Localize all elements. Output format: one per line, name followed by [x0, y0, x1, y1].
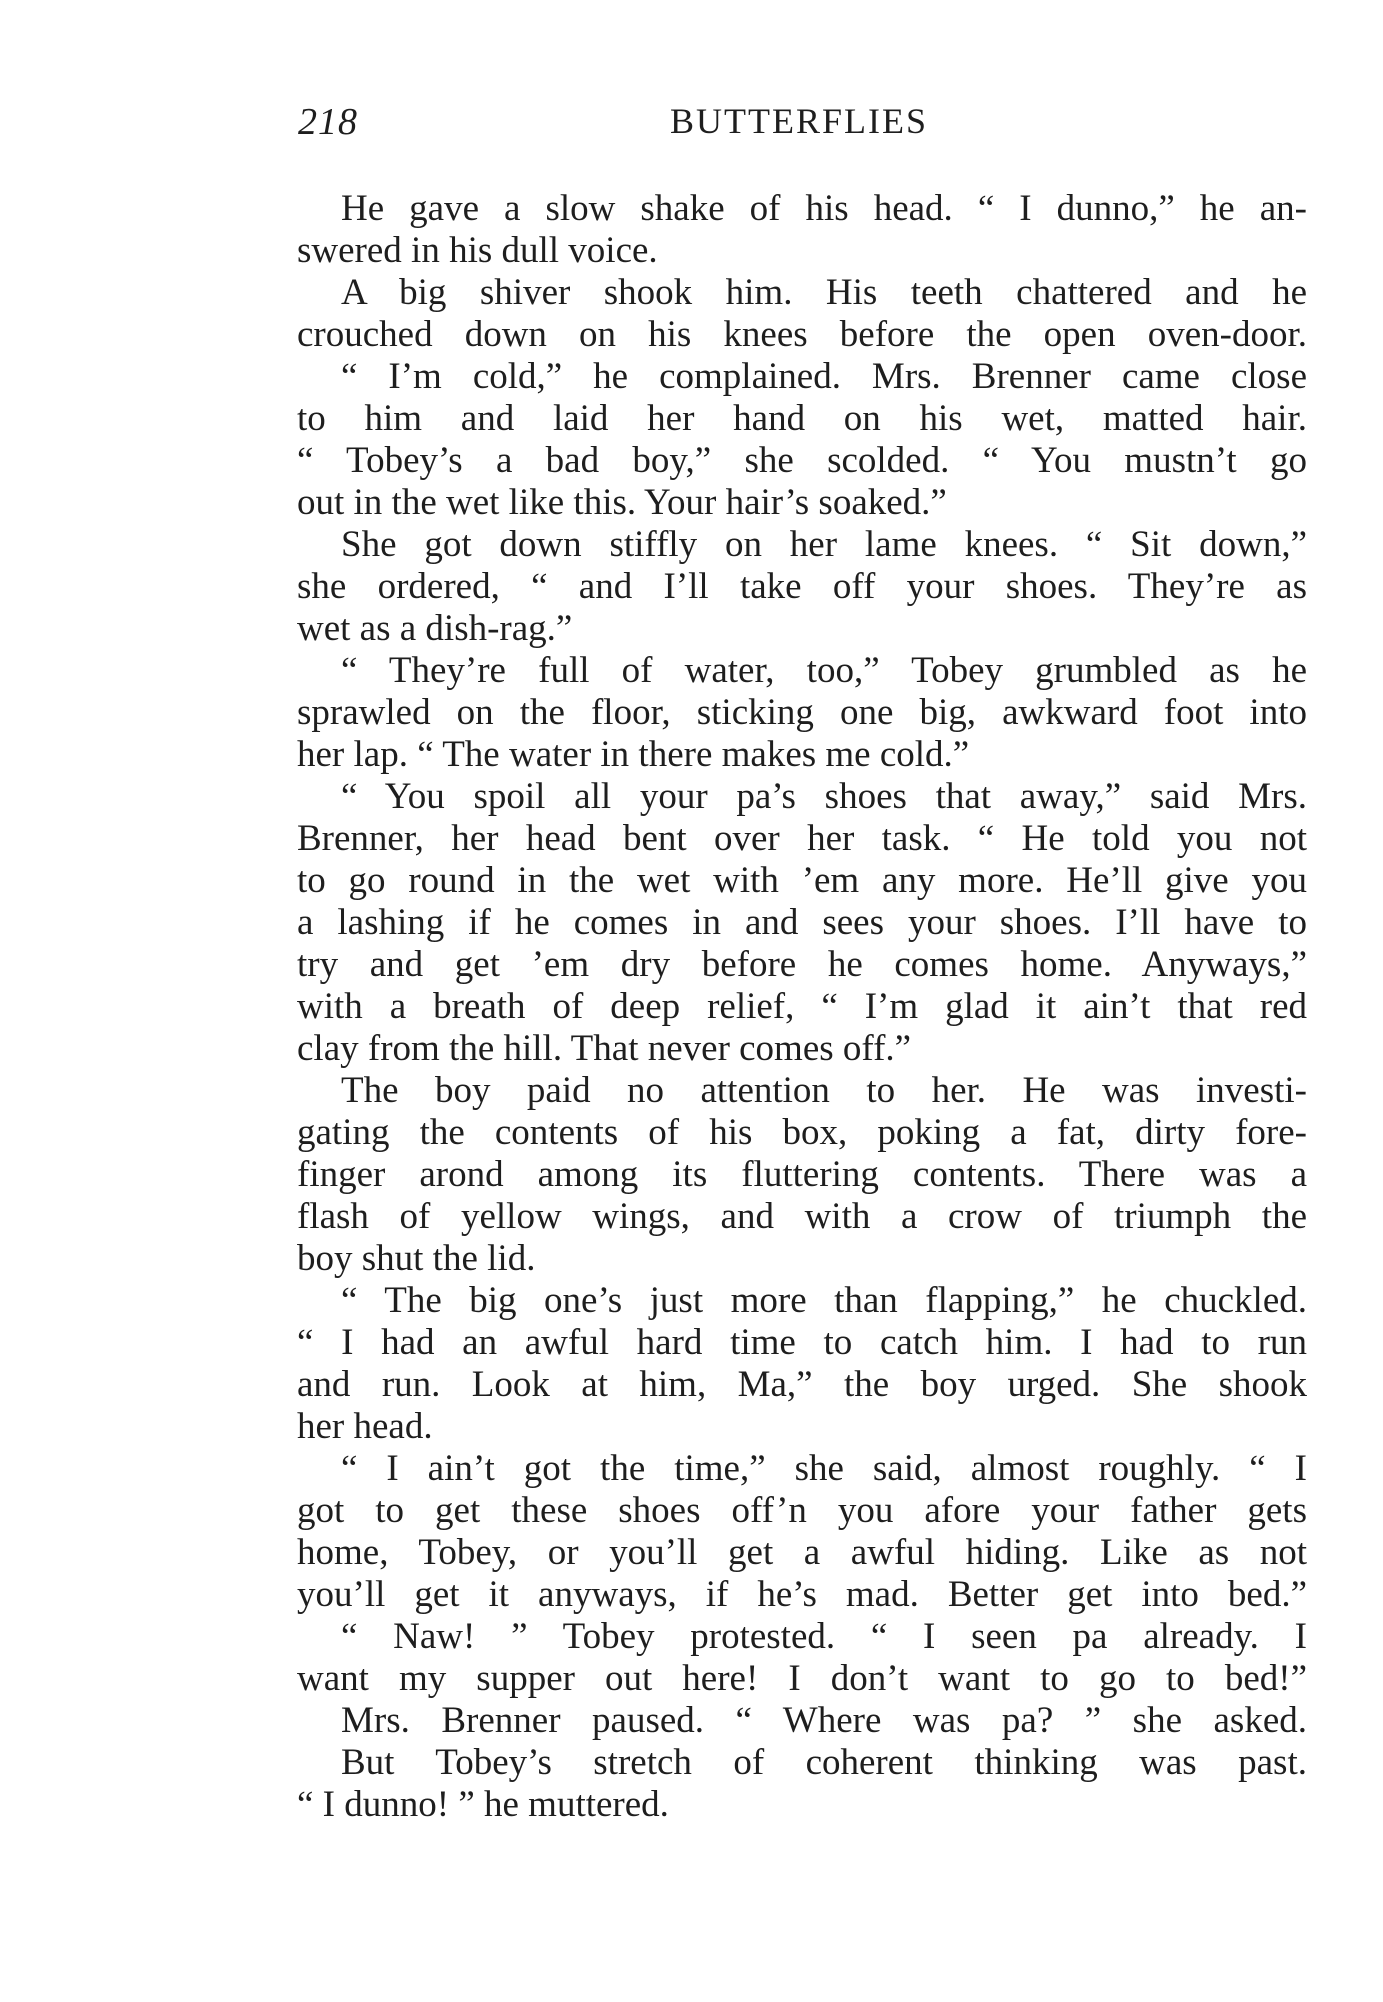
text-line: to him and laid her hand on his wet, matted hair.	[297, 398, 1307, 439]
text-line: She got down stiffly on her lame knees. “ Sit down,”	[341, 524, 1307, 565]
text-line: her head.	[297, 1406, 433, 1447]
text-line: “ I had an awful hard time to catch him. I had to run	[297, 1322, 1307, 1363]
text-line: “ You spoil all your pa’s shoes that away,” said Mrs.	[341, 776, 1307, 817]
text-line: home, Tobey, or you’ll get a awful hiding. Like as not	[297, 1532, 1307, 1573]
text-line: a lashing if he comes in and sees your shoes. I’ll have to	[297, 902, 1307, 943]
text-line: crouched down on his knees before the open oven-door.	[297, 314, 1307, 355]
text-line: swered in his dull voice.	[297, 230, 658, 271]
text-line: “ Tobey’s a bad boy,” she scolded. “ You mustn’t go	[297, 440, 1307, 481]
text-line: boy shut the lid.	[297, 1238, 536, 1279]
text-line: “ I ain’t got the time,” she said, almost roughly. “ I	[341, 1448, 1307, 1489]
page-number: 218	[298, 101, 358, 143]
text-line: “ Naw! ” Tobey protested. “ I seen pa already. I	[341, 1616, 1307, 1657]
text-line: “ I dunno! ” he muttered.	[297, 1784, 669, 1825]
text-line: gating the contents of his box, poking a fat, dirty fore-	[297, 1112, 1307, 1153]
text-line: Brenner, her head bent over her task. “ He told you not	[297, 818, 1307, 859]
text-line: The boy paid no attention to her. He was investi-	[341, 1070, 1307, 1111]
text-line: got to get these shoes off’n you afore your father gets	[297, 1490, 1307, 1531]
running-head	[298, 100, 1328, 150]
text-line: want my supper out here! I don’t want to go to bed!”	[297, 1658, 1307, 1699]
text-line: she ordered, “ and I’ll take off your shoes. They’re as	[297, 566, 1307, 607]
text-line: “ I’m cold,” he complained. Mrs. Brenner came close	[341, 356, 1307, 397]
text-line: you’ll get it anyways, if he’s mad. Better get into bed.”	[297, 1574, 1307, 1615]
text-line: out in the wet like this. Your hair’s soaked.”	[297, 482, 947, 523]
text-line: with a breath of deep relief, “ I’m glad it ain’t that red	[297, 986, 1307, 1027]
text-line: finger arond among its fluttering contents. There was a	[297, 1154, 1307, 1195]
text-line: wet as a dish-rag.”	[297, 608, 573, 649]
text-line: to go round in the wet with ’em any more. He’ll give you	[297, 860, 1307, 901]
text-line: her lap. “ The water in there makes me cold.”	[297, 734, 970, 775]
text-line: He gave a slow shake of his head. “ I dunno,” he an-	[341, 188, 1307, 229]
text-line: sprawled on the floor, sticking one big, awkward foot into	[297, 692, 1307, 733]
text-line: “ The big one’s just more than flapping,” he chuckled.	[341, 1280, 1307, 1321]
text-line: flash of yellow wings, and with a crow of triumph the	[297, 1196, 1307, 1237]
text-line: clay from the hill. That never comes off.”	[297, 1028, 912, 1069]
text-line: But Tobey’s stretch of coherent thinking was past.	[341, 1742, 1307, 1783]
text-line: and run. Look at him, Ma,” the boy urged. She shook	[297, 1364, 1307, 1405]
text-line: A big shiver shook him. His teeth chattered and he	[341, 272, 1307, 313]
text-line: try and get ’em dry before he comes home. Anyways,”	[297, 944, 1307, 985]
running-title: BUTTERFLIES	[670, 101, 929, 141]
text-line: “ They’re full of water, too,” Tobey grumbled as he	[341, 650, 1307, 691]
text-line: Mrs. Brenner paused. “ Where was pa? ” she asked.	[341, 1700, 1307, 1741]
